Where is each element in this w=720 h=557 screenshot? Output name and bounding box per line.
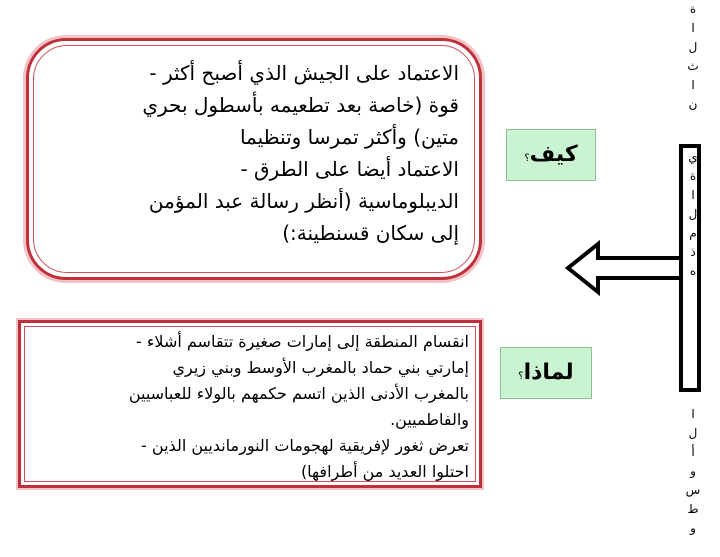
arrow-head-left	[568, 244, 681, 292]
why-line-3: بالمغرب الأدنى الذين اتسم حكمهم بالولاء للعباسيين	[128, 384, 469, 403]
how-line-2: قوة (خاصة بعد تطعيمه بأسطول بحري	[142, 93, 459, 117]
why-line-2: إمارتي بني حماد بالمغرب الأوسط وبني زيري	[172, 358, 469, 377]
why-line-4: والفاطميين.	[390, 410, 469, 429]
vchar: م	[689, 226, 697, 240]
vertical-text-middle	[684, 148, 702, 281]
how-line-5: الديبلوماسية (أنظر رسالة عبد المؤمن	[148, 189, 459, 213]
vertical-text-top	[684, 0, 702, 114]
how-line-3: متين) وأكثر تمرسا وتنظيما	[239, 125, 459, 149]
vchar: ل	[688, 207, 698, 221]
vertical-text-bottom	[684, 405, 702, 538]
vchar: ن	[688, 97, 698, 111]
vchar: و	[690, 521, 696, 535]
how-line-1: الاعتماد على الجيش الذي أصبح أكثر -	[149, 61, 459, 85]
why-line-6: احتلوا العديد من أطرافها)	[300, 462, 469, 481]
how-question-word: كيف	[529, 142, 578, 167]
how-line-6: إلى سكان قسنطينة:)	[282, 221, 459, 245]
vchar: ه	[689, 264, 697, 278]
vchar: ث	[687, 59, 699, 73]
why-line-5: تعرض ثغور لإفريقية لهجومات النورمانديين الذين -	[141, 436, 469, 455]
vchar: ة	[689, 2, 697, 16]
vchar: ط	[687, 502, 699, 516]
why-question-word: لماذا	[523, 360, 574, 385]
vchar: ا	[691, 21, 695, 35]
vchar: ا	[691, 188, 695, 202]
vchar: و	[690, 464, 696, 478]
vchar: ل	[688, 40, 698, 54]
why-question-mark: ؟	[518, 371, 524, 382]
vchar: ي	[688, 150, 698, 164]
vchar: أ	[691, 445, 695, 459]
vchar: ذ	[690, 245, 696, 259]
vchar: ا	[691, 407, 695, 421]
vchar: س	[685, 483, 701, 497]
why-line-1: انقسام المنطقة إلى إمارات صغيرة تتقاسم أشلاء -	[136, 332, 469, 351]
how-question-mark: ؟	[524, 153, 530, 164]
vchar: ا	[691, 78, 695, 92]
vchar: ة	[689, 169, 697, 183]
vchar: ل	[688, 426, 698, 440]
how-line-4: الاعتماد أيضا على الطرق -	[240, 157, 459, 181]
